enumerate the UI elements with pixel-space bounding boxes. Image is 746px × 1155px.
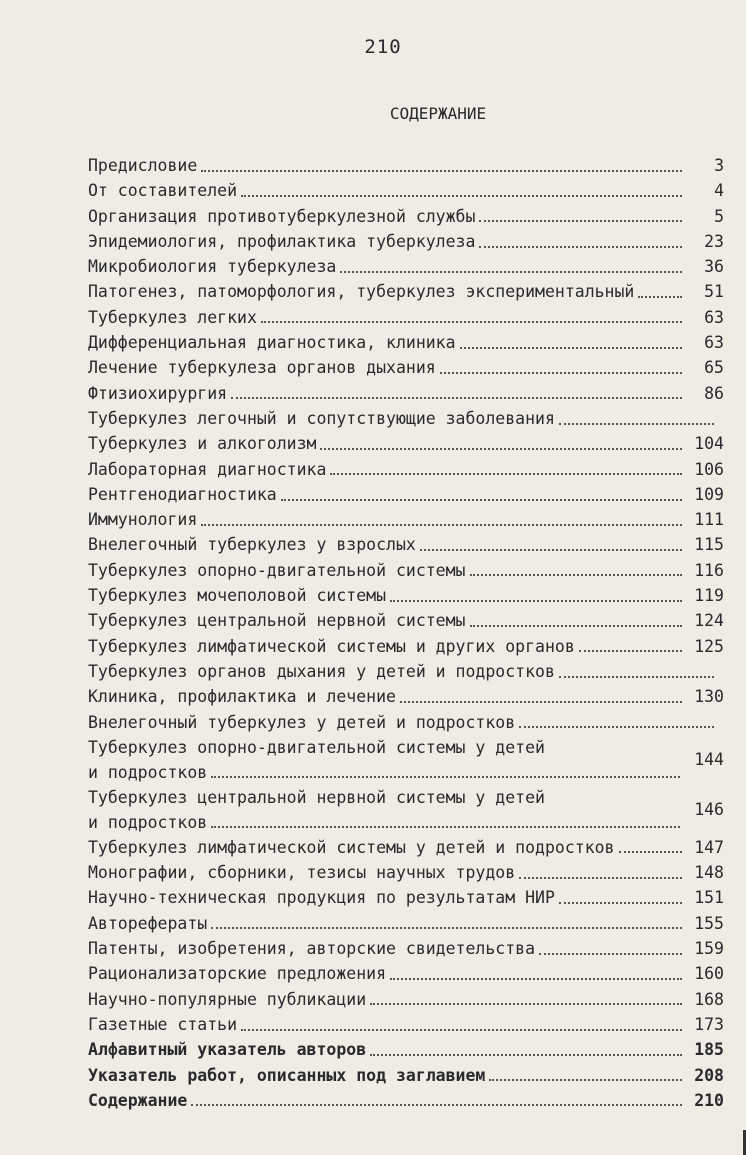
toc-entry [88, 885, 724, 910]
toc-entry-page: 51 [704, 282, 724, 302]
toc-entry-page: 151 [694, 888, 724, 908]
toc-entry [88, 710, 724, 735]
dot-leader [479, 220, 682, 222]
toc-entry-title: Предисловие [88, 156, 198, 175]
toc-entry [88, 381, 724, 406]
toc-entry-title: Туберкулез легких [88, 307, 257, 327]
toc-entry-page: 168 [694, 989, 724, 1009]
toc-entry-page: 147 [694, 837, 724, 857]
dot-leader [519, 877, 682, 879]
toc-entry [88, 911, 724, 936]
toc-entry [88, 204, 724, 229]
toc-entry-page: 159 [694, 939, 724, 959]
toc-entry-title: Указатель работ, описанных под заглавием [88, 1065, 486, 1085]
toc-entry-page: 3 [714, 156, 724, 175]
table-of-contents [88, 153, 724, 1113]
toc-entry [88, 835, 724, 860]
toc-entry [88, 482, 724, 507]
dot-leader [241, 195, 682, 197]
page-number: 210 [364, 36, 402, 58]
toc-entry [88, 558, 724, 583]
toc-entry-title: Организация противотуберкулезной службы [88, 206, 476, 226]
toc-entry-page: 63 [704, 333, 724, 353]
toc-entry [88, 279, 724, 304]
toc-entry-title: Внелегочный туберкулез у детей и подростков [88, 712, 516, 732]
toc-entry-title: Рационализаторские предложения [88, 964, 387, 984]
toc-entry-page: 155 [694, 913, 724, 933]
dot-leader [479, 246, 682, 248]
toc-entry [88, 961, 724, 986]
toc-entry-multiline [88, 735, 724, 785]
dot-leader [370, 1003, 682, 1005]
toc-entry-title: Клиника, профилактика и лечение [88, 687, 396, 707]
toc-entry [88, 583, 724, 608]
toc-entry [88, 634, 724, 659]
toc-entry-title: От составителей [88, 181, 238, 201]
dot-leader [330, 473, 682, 475]
toc-entry [88, 254, 724, 279]
toc-entry-title: Лабораторная диагностика [88, 459, 327, 479]
dot-leader [390, 978, 682, 980]
toc-entry-page: 23 [704, 231, 724, 251]
toc-entry [88, 178, 724, 203]
dot-leader [519, 726, 714, 728]
dot-leader [211, 826, 680, 828]
dot-leader [261, 321, 682, 323]
toc-entry-title: Иммунология [88, 510, 198, 530]
toc-entry-page: 111 [694, 510, 724, 530]
dot-leader [619, 851, 683, 853]
dot-leader [281, 499, 682, 501]
dot-leader [489, 1079, 682, 1081]
toc-entry-title-line1: Туберкулез опорно-двигательной системы у детей [88, 737, 545, 757]
toc-entry-page: 144 [694, 749, 724, 769]
toc-entry [88, 229, 724, 254]
toc-entry [88, 1037, 724, 1062]
toc-entry-title: Внелегочный туберкулез у взрослых [88, 535, 416, 555]
toc-entry-title: Туберкулез мочеполовой системы [88, 586, 387, 606]
page-title: СОДЕРЖАНИЕ [389, 104, 487, 123]
toc-entry-page: 36 [704, 257, 724, 277]
toc-entry-title: Туберкулез легочный и сопутствующие заболевания [88, 408, 555, 428]
toc-entry-page: 119 [694, 586, 724, 606]
toc-entry [88, 659, 724, 684]
dot-leader [191, 1104, 682, 1106]
toc-entry-page: 116 [694, 560, 724, 580]
toc-entry-title: Фтизиохирургия [88, 383, 228, 403]
toc-entry-title: Эпидемиология, профилактика туберкулеза [88, 231, 476, 251]
toc-entry-title: Туберкулез опорно-двигательной системы [88, 560, 466, 580]
toc-entry [88, 330, 724, 355]
toc-entry-title: Туберкулез центральной нервной системы [88, 611, 466, 631]
dot-leader [638, 296, 682, 298]
toc-entry-title: Патенты, изобретения, авторские свидетельства [88, 939, 536, 959]
toc-entry [88, 457, 724, 482]
toc-entry [88, 406, 724, 431]
toc-entry [88, 355, 724, 380]
toc-entry-page: 173 [694, 1014, 724, 1034]
toc-entry-title: Авторефераты [88, 913, 208, 933]
toc-entry-title: Туберкулез лимфатической системы и других органов [88, 636, 575, 656]
toc-entry-title: Научно-популярные публикации [88, 989, 367, 1009]
toc-entry-page: 65 [704, 358, 724, 378]
toc-entry [88, 1088, 724, 1113]
toc-entry [88, 936, 724, 961]
toc-entry [88, 532, 724, 557]
toc-entry-title: Алфавитный указатель авторов [88, 1040, 367, 1060]
dot-leader [440, 372, 682, 374]
dot-leader [231, 397, 682, 399]
toc-entry [88, 153, 724, 178]
toc-entry-title: Патогенез, патоморфология, туберкулез экспериментальный [88, 282, 635, 302]
toc-entry-page: 130 [694, 687, 724, 707]
dot-leader [559, 423, 714, 425]
dot-leader [460, 347, 682, 349]
dot-leader [340, 271, 682, 273]
dot-leader [579, 650, 682, 652]
dot-leader [559, 676, 714, 678]
dot-leader [470, 574, 683, 576]
toc-entry-title: Микробиология туберкулеза [88, 257, 337, 277]
toc-entry [88, 684, 724, 709]
toc-entry [88, 987, 724, 1012]
toc-entry-title: Монографии, сборники, тезисы научных трудов [88, 863, 516, 883]
toc-entry-page: 5 [714, 206, 724, 226]
toc-entry-page: 124 [694, 611, 724, 631]
dot-leader [470, 625, 683, 627]
dot-leader [420, 549, 682, 551]
toc-entry-title: Рентгенодиагностика [88, 484, 277, 504]
toc-entry-page: 208 [694, 1065, 724, 1085]
toc-entry-title-line1: Туберкулез центральной нервной системы у детей [88, 787, 545, 807]
toc-entry-title: Туберкулез и алкоголизм [88, 434, 317, 454]
toc-entry-page: 86 [704, 383, 724, 403]
toc-entry [88, 305, 724, 330]
toc-entry [88, 1012, 724, 1037]
toc-entry [88, 860, 724, 885]
toc-entry-multiline [88, 785, 724, 835]
toc-entry-page: 148 [694, 863, 724, 883]
toc-entry [88, 1063, 724, 1088]
dot-leader [241, 1029, 682, 1031]
dot-leader [400, 701, 682, 703]
toc-entry-title: Туберкулез лимфатической системы у детей и подростков [88, 837, 615, 857]
dot-leader [211, 776, 680, 778]
toc-entry [88, 608, 724, 633]
toc-entry-page: 115 [694, 535, 724, 555]
toc-entry-title: Научно-техническая продукция по результатам НИР [88, 888, 555, 908]
dot-leader [539, 953, 682, 955]
toc-entry-title: Содержание [88, 1090, 188, 1110]
dot-leader [320, 448, 682, 450]
toc-entry-title-line2: и подростков [88, 762, 208, 782]
toc-entry-page: 106 [694, 459, 724, 479]
dot-leader [370, 1054, 682, 1056]
toc-entry-title-line2: и подростков [88, 812, 208, 832]
toc-entry-title: Лечение туберкулеза органов дыхания [88, 358, 436, 378]
toc-entry-page: 4 [714, 181, 724, 201]
toc-entry-page: 146 [694, 799, 724, 819]
toc-entry-title: Дифференциальная диагностика, клиника [88, 333, 456, 353]
toc-entry-page: 109 [694, 484, 724, 504]
toc-entry [88, 507, 724, 532]
toc-entry-title: Газетные статьи [88, 1014, 238, 1034]
toc-entry-page: 210 [694, 1090, 724, 1110]
toc-entry-title: Туберкулез органов дыхания у детей и подростков [88, 661, 555, 681]
toc-entry-page: 125 [694, 636, 724, 656]
dot-leader [211, 927, 682, 929]
dot-leader [390, 600, 682, 602]
dot-leader [201, 170, 682, 172]
dot-leader [201, 524, 682, 526]
toc-entry [88, 431, 724, 456]
dot-leader [559, 902, 682, 904]
toc-entry-page: 63 [704, 307, 724, 327]
toc-entry-page: 104 [694, 434, 724, 454]
toc-entry-page: 160 [694, 964, 724, 984]
toc-entry-page: 185 [694, 1040, 724, 1060]
